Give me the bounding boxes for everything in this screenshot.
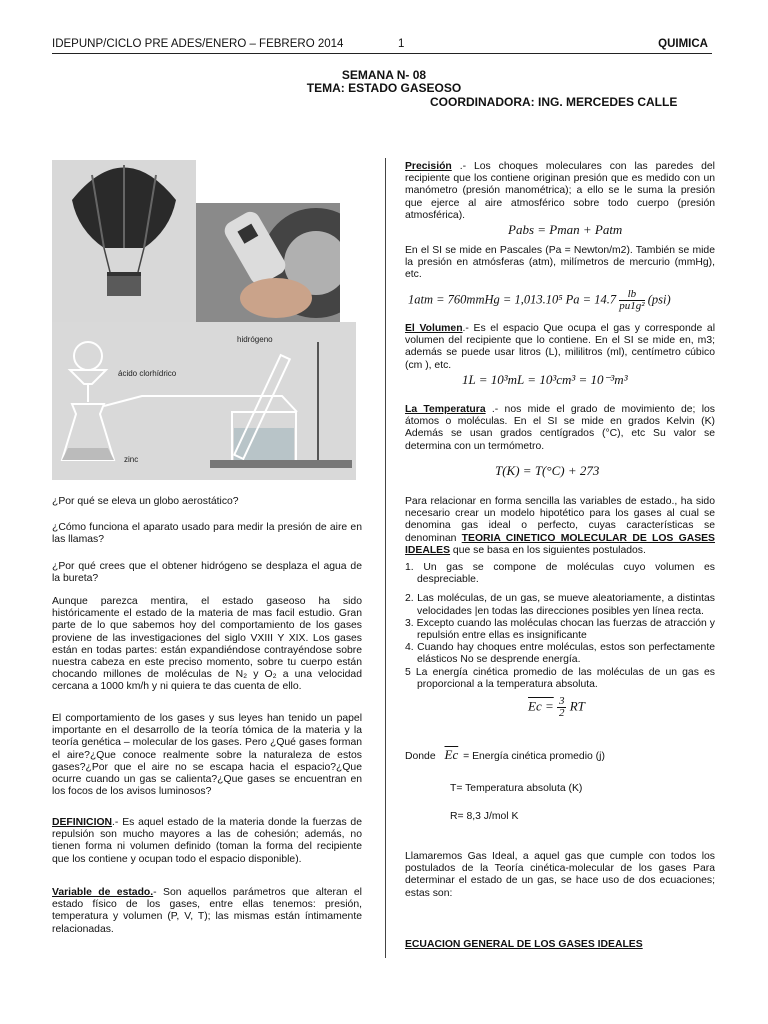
ec-symbol: $\overline{Ec}$ bbox=[444, 747, 459, 762]
postulate-5: 5 La energía cinética promedio de las moléculas de un gas es proporcional a la temperatura absoluta. bbox=[405, 666, 715, 690]
formula-pressure: Pabs = Pman + Patm bbox=[508, 222, 623, 237]
pressure-paragraph: Precisión .- Los choques moleculares con las paredes del recipiente que los contiene originan presión que es medido con un manómetro (presión manométrica); a ello se le suma la presión que ejerce al aire atmosférico sobre todo cuerpo (presión atmosférica). bbox=[405, 161, 715, 221]
paragraph-behavior: El comportamiento de los gases y sus leyes han tenido un papel importante en el desarrollo de la teoría tómica de la materia y la teoría genética – molecular de los gases. Pero ¿Qué gases forman el aire?¿Que conoce realmente sobre la naturaleza de estos gases?¿Por que el aire no se escapa hacia el espacio?¿Que ocurre cuando un gas se calienta?¿Que gases se encuentran en los focos de los avisos luminosos? bbox=[52, 713, 362, 798]
definition-label: DEFINICION bbox=[52, 817, 113, 828]
postulates-list bbox=[405, 562, 715, 691]
page-header bbox=[52, 38, 712, 54]
paragraph-intro: Aunque parezca mentira, el estado gaseoso ha sido históricamente el estado de la materia de mas facil estudio. Gran parte de lo que sabemos hoy del comportamiento de los gases proviene de las investigaciones del siglo VXIII Y XIX. Los gases están en todas partes: están expandiéndose contrayéndose sobre nuestra cabeza en este preciso momento, sobre tu cuerpo están chocando millones de moléculas de N₂ y O₂ a una velocidad cercana a 1000 km/h y ni quiera te das cuenta de ello. bbox=[52, 596, 362, 693]
formula-atm: 1atm = 760mmHg = 1,013.10⁵ Pa = 14.7 $\frac{lb}{\text{pu1g²}}$ (psi) bbox=[408, 288, 671, 312]
formula-kinetic-energy: Ec = $\frac{3}{2}$ RT bbox=[528, 695, 585, 719]
pressure-label: Precisión bbox=[405, 161, 452, 172]
label-hydrogen: hidrógeno bbox=[237, 335, 273, 344]
label-zinc: zinc bbox=[124, 455, 139, 464]
formula-volume: 1L = 10³mL = 10³cm³ = 10⁻³m³ bbox=[462, 372, 628, 387]
label-acid: ácido clorhídrico bbox=[118, 369, 177, 378]
question-pressure: ¿Cómo funciona el aparato usado para medir la presión de aire en las llamas? bbox=[52, 522, 362, 546]
question-hydrogen: ¿Por qué crees que el obtener hidrógeno se desplaza el agua de la bureta? bbox=[52, 561, 362, 585]
temperature-paragraph: La Temperatura .- nos mide el grado de movimiento de; los átomos o moléculas. En el SI se mide en grados Kelvin (K) Además se usan grados centígrados (°C), etc Su valor se determina con un termómetro. bbox=[405, 404, 715, 452]
volume-paragraph: El Volumen.- Es el espacio Que ocupa el gas y corresponde al volumen del recipiente que lo contiene. En el SI se mide en, m3; además se puede usar litros (L), mililitros (ml), centímetro cúbico (cm ), etc. bbox=[405, 323, 715, 371]
hydrogen-apparatus-figure bbox=[52, 322, 356, 480]
column-divider bbox=[385, 158, 386, 958]
header-subject: QUIMICA bbox=[658, 38, 708, 50]
ideal-gas-intro-paragraph: Para relacionar en forma sencilla las variables de estado., ha sido necesario crear un modelo hipotético para los gases al cual se denomina gas ideal o perfecto, cuyas características se denominan TEORIA CINETICO MOLECULAR DE LOS GASES IDEALES que se basa en los siguientes postulados. bbox=[405, 496, 715, 556]
hot-air-balloon-photo bbox=[52, 160, 196, 322]
tire-pressure-gauge-photo bbox=[196, 203, 340, 322]
fraction-lb: $\frac{lb}{\text{pu1g²}}$ bbox=[619, 288, 645, 312]
postulate-4: 4. Cuando hay choques entre moléculas, estos son perfectamente elásticos No se desprende energía. bbox=[405, 642, 715, 666]
postulate-1: 1. Un gas se compone de moléculas cuyo volumen es despreciable. bbox=[405, 562, 715, 586]
kinetic-theory-title: TEORIA CINETICO MOLECULAR DE LOS GASES IDEALES bbox=[405, 532, 715, 556]
ideal-gas-paragraph: Llamaremos Gas Ideal, a aquel gas que cumple con todos los postulados de la Teoría cinética-molecular de los gases Para determinar el estado de un gas, se hace uso de dos ecuaciones; estas son: bbox=[405, 851, 715, 899]
week-title: SEMANA N- 08 bbox=[341, 68, 427, 82]
r-definition: R= 8,3 J/mol K bbox=[450, 811, 519, 822]
where-line: Donde $\overline{Ec}$ = Energía cinética promedio (j) bbox=[405, 747, 605, 762]
topic-title: TEMA: ESTADO GASEOSO bbox=[306, 81, 462, 95]
state-variable-label: Variable de estado. bbox=[52, 887, 154, 898]
t-definition: T= Temperatura absoluta (K) bbox=[450, 783, 583, 794]
definition-paragraph: DEFINICION.- Es aquel estado de la materia donde la fuerzas de repulsión son mucho mayores a las de cohesión; además, no tienen forma ni volumen definido (toman la forma del recipiente que los contiene y ocupan todo el espacio disponible). bbox=[52, 817, 362, 865]
postulate-3: 3. Excepto cuando las moléculas chocan las fuerzas de atracción y repulsión entre ellas es insignificante bbox=[405, 617, 715, 642]
postulate-2: 2. Las moléculas, de un gas, se mueve aleatoriamente, a distintas velocidades |en todas las direcciones posibles yen línea recta. bbox=[405, 593, 715, 617]
page-number: 1 bbox=[398, 38, 405, 50]
header-course: IDEPUNP/CICLO PRE ADES/ENERO – FEBRERO 2014 bbox=[52, 38, 344, 50]
volume-label: El Volumen bbox=[405, 323, 463, 334]
general-equation-title: ECUACION GENERAL DE LOS GASES IDEALES bbox=[405, 939, 643, 950]
coordinator-title: COORDINADORA: ING. MERCEDES CALLE bbox=[430, 95, 678, 109]
formula-temperature: T(K) = T(°C) + 273 bbox=[495, 463, 600, 478]
state-variable-paragraph: Variable de estado.- Son aquellos parámetros que alteran el estado físico de los gases, entre ellas tenemos: presión, temperatura y volumen (P, V, T); las mismas están íntimamente relacionadas. bbox=[52, 887, 362, 935]
question-balloon: ¿Por qué se eleva un globo aerostático? bbox=[52, 496, 239, 507]
temperature-label: La Temperatura bbox=[405, 404, 486, 415]
si-pressure-paragraph: En el SI se mide en Pascales (Pa = Newton/m2). También se mide la presión en atmósferas (atm), milímetros de mercurio (mmHg), etc. bbox=[405, 245, 715, 281]
